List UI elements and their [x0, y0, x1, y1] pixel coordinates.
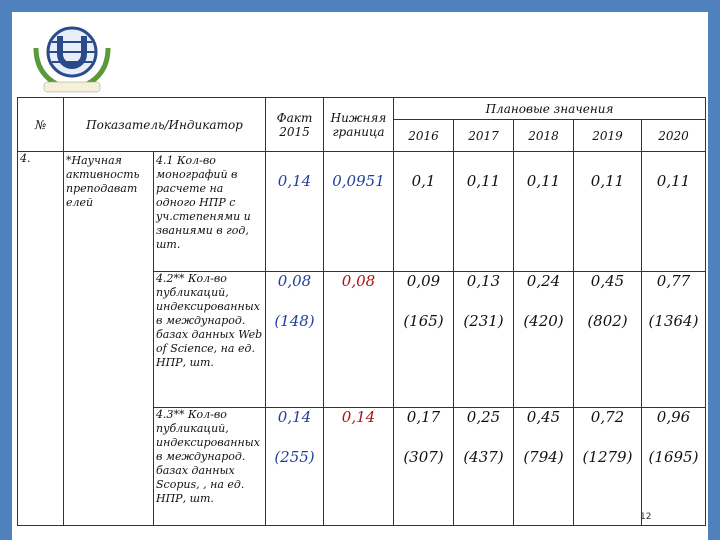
- plan-value: 0,24: [526, 272, 561, 290]
- indicators-table: [17, 97, 706, 526]
- header-year: 2018: [514, 120, 574, 152]
- lower-bound-value: 0,0951: [324, 152, 394, 272]
- plan-value: 0,11: [514, 152, 574, 272]
- plan-value: 0,11: [642, 152, 706, 272]
- header-num: №: [18, 98, 64, 152]
- plan-cell: [454, 272, 514, 408]
- page-number: 12: [640, 512, 652, 522]
- fact-absolute: (255): [274, 448, 315, 466]
- plan-value: 0,96: [656, 408, 691, 426]
- plan-cell: [574, 408, 642, 526]
- plan-value: 0,25: [466, 408, 501, 426]
- fact-value: 0,14: [266, 152, 324, 272]
- plan-absolute: (231): [463, 312, 504, 330]
- plan-value: 0,77: [656, 272, 691, 290]
- header-year: 2017: [454, 120, 514, 152]
- plan-absolute: (1279): [582, 448, 633, 466]
- plan-value: 0,11: [574, 152, 642, 272]
- row-num: 4.: [18, 152, 64, 526]
- plan-value: 0,09: [406, 272, 441, 290]
- plan-cell: [454, 408, 514, 526]
- fact-value: 0,08: [277, 272, 312, 290]
- plan-absolute: (794): [523, 448, 564, 466]
- header-indicator: Показатель/Индикатор: [64, 98, 266, 152]
- header-year: 2019: [574, 120, 642, 152]
- plan-absolute: (802): [587, 312, 628, 330]
- sub-indicator-label: 4.3** Кол-во публикаций, индексированных в международ. базах данных Scopus, , на ед. НПР, шт.: [154, 408, 266, 526]
- fact-absolute: (148): [274, 312, 315, 330]
- plan-value: 0,1: [394, 152, 454, 272]
- plan-absolute: (437): [463, 448, 504, 466]
- plan-cell: [394, 272, 454, 408]
- plan-cell: [642, 408, 706, 526]
- plan-value: 0,72: [590, 408, 625, 426]
- plan-value: 0,11: [454, 152, 514, 272]
- plan-absolute: (420): [523, 312, 564, 330]
- header-planned: Плановые значения: [394, 98, 706, 120]
- plan-value: 0,45: [590, 272, 625, 290]
- header-year: 2016: [394, 120, 454, 152]
- plan-absolute: (165): [403, 312, 444, 330]
- plan-cell: [514, 408, 574, 526]
- fact-cell: [266, 272, 324, 408]
- lower-bound-value: 0,14: [324, 408, 394, 526]
- fact-value: 0,14: [277, 408, 312, 426]
- plan-value: 0,45: [526, 408, 561, 426]
- plan-value: 0,13: [466, 272, 501, 290]
- plan-absolute: (1364): [648, 312, 699, 330]
- row-category: *Научная активность преподават елей: [64, 152, 154, 526]
- header-lower-bound: Нижняя граница: [324, 98, 394, 152]
- fact-cell: [266, 408, 324, 526]
- sub-indicator-label: 4.1 Кол-во монографий в расчете на одного НПР с уч.степенями и званиями в год, шт.: [154, 152, 266, 272]
- lower-bound-value: 0,08: [324, 272, 394, 408]
- plan-cell: [394, 408, 454, 526]
- plan-value: 0,17: [406, 408, 441, 426]
- plan-absolute: (307): [403, 448, 444, 466]
- university-logo-icon: [22, 18, 122, 100]
- slide: [12, 12, 708, 540]
- plan-cell: [642, 272, 706, 408]
- plan-absolute: (1695): [648, 448, 699, 466]
- header-fact: Факт 2015: [266, 98, 324, 152]
- plan-cell: [574, 272, 642, 408]
- plan-cell: [514, 272, 574, 408]
- sub-indicator-label: 4.2** Кол-во публикаций, индексированных в международ. базах данных Web of Science, на ед. НПР, шт.: [154, 272, 266, 408]
- header-year: 2020: [642, 120, 706, 152]
